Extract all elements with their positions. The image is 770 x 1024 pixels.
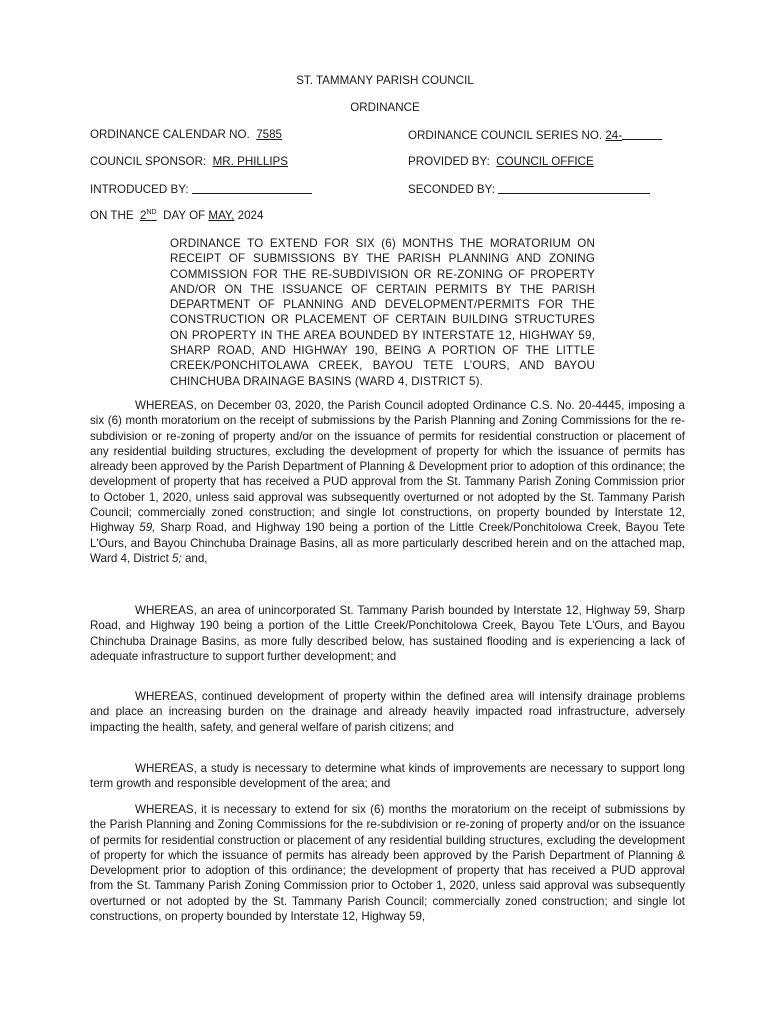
series-blank-line bbox=[622, 128, 662, 140]
provided-by-field bbox=[408, 155, 594, 169]
p2-text: WHEREAS, an area of unincorporated St. Tammany Parish bounded by Interstate 12, Highway 59, Sharp Road, and Highway 190 being a portion of the Little Creek/Ponchitolowa Creek, Bayou Tete L'Ours, and Bayou Chinchuba Drainage Basins, as more fully described below, has sustained flooding and is experiencing a lack of adequate infrastructure to support further development; and bbox=[90, 604, 685, 663]
sponsor-value: MR. PHILLIPS bbox=[212, 155, 289, 168]
ordinance-heading: ORDINANCE bbox=[350, 101, 420, 114]
calendar-value: 7585 bbox=[256, 128, 283, 141]
provided-label: PROVIDED BY: bbox=[408, 155, 490, 168]
date-line bbox=[90, 209, 263, 223]
ordinance-title: ORDINANCE TO EXTEND FOR SIX (6) MONTHS THE MORATORIUM ON RECEIPT OF SUBMISSIONS BY THE PARISH PLANNING AND ZONING COMMISSION FOR THE RE-SUBDIVISION OR RE-ZONING OF PROPERTY AND/OR ON THE ISSUANCE OF CERTAIN PERMITS BY THE PARISH DEPARTMENT OF PLANNING AND DEVELOPMENT/PERMITS FOR THE CONSTRUCTION OR PLACEMENT OF CERTAIN BUILDING STRUCTURES ON PROPERTY IN THE AREA BOUNDED BY INTERSTATE 12, HIGHWAY 59, SHARP ROAD, AND HIGHWAY 190, BEING A PORTION OF THE LITTLE CREEK/PONCHITOLAWA CREEK, BAYOU TETE L’OURS, AND BAYOU CHINCHUBA DRAINAGE BASINS (WARD 4, DISTRICT 5). bbox=[170, 237, 595, 388]
date-year: 2024 bbox=[237, 209, 264, 222]
date-day-suffix: ND bbox=[146, 209, 157, 216]
series-value: 24- bbox=[605, 129, 623, 142]
date-day-number: 2 bbox=[140, 209, 147, 222]
p1-text-c: Sharp Road, and Highway 190 being a portion of the Little Creek/Ponchitolowa Creek, Bayou Tete L'Ours, and Bayou Chinchuba Drainage Basins, all as more particularly described herein and on the attached map, Ward 4, District bbox=[90, 521, 685, 565]
introduced-by-field bbox=[90, 182, 312, 197]
date-prefix: ON THE bbox=[90, 209, 134, 222]
seconded-by-field bbox=[408, 182, 650, 197]
p1-district-number: 5; bbox=[172, 551, 182, 565]
introduced-blank-line bbox=[192, 182, 312, 194]
calendar-label: ORDINANCE CALENDAR NO. bbox=[90, 128, 250, 141]
series-number-field bbox=[408, 128, 662, 143]
p1-text-e: and, bbox=[184, 551, 208, 565]
p4-text: WHEREAS, a study is necessary to determine what kinds of improvements are necessary to support long term growth and responsible development of the area; and bbox=[90, 762, 685, 791]
provided-value: COUNCIL OFFICE bbox=[496, 155, 594, 168]
whereas-paragraph-5 bbox=[90, 802, 685, 924]
date-middle: DAY OF bbox=[163, 209, 206, 222]
sponsor-label: COUNCIL SPONSOR: bbox=[90, 155, 207, 168]
p5-text: WHEREAS, it is necessary to extend for six (6) months the moratorium on the receipt of submissions by the Parish Planning and Zoning Commissions for the re-subdivision or re-zoning of property and/or on the issuance of permits for residential construction or placement of any residential building structures, excluding the development of property for which the issuance of permits has already been approved by the Parish Department of Planning & Development prior to adoption of this ordinance; the development of property that has received a PUD approval from the St. Tammany Parish Zoning Commission prior to October 1, 2020, unless said approval was subsequently overturned or not adopted by the St. Tammany Parish Council; commercially zoned construction; and single lot constructions, on property bounded by Interstate 12, Highway 59, bbox=[90, 803, 685, 924]
p1-highway-number: 59, bbox=[139, 521, 156, 535]
p1-text-a: WHEREAS, on December 03, 2020, the Parish Council adopted Ordinance C.S. No. 20-4445, imposing a six (6) month moratorium on the receipt of submissions by the Parish Planning and Zoning Commissions for the re-subdivision or re-zoning of property and/or on the issuance of permits for residential construction or placement of any residential building structures, excluding the development of property for which the issuance of permits has already been approved by the Parish Department of Planning & Development prior to adoption of this ordinance; the development of property that has received a PUD approval from the St. Tammany Parish Zoning Commission prior to October 1, 2020, unless said approval was subsequently overturned or not adopted by the St. Tammany Parish Council; commercially zoned construction; and single lot constructions, on property bounded by Interstate 12, Highway bbox=[90, 399, 685, 535]
whereas-paragraph-3 bbox=[90, 689, 685, 735]
whereas-paragraph-4 bbox=[90, 761, 685, 792]
council-heading: ST. TAMMANY PARISH COUNCIL bbox=[296, 74, 474, 87]
series-label: ORDINANCE COUNCIL SERIES NO. bbox=[408, 129, 603, 142]
sponsor-field bbox=[90, 155, 288, 169]
calendar-number-field bbox=[90, 128, 282, 142]
whereas-paragraph-2 bbox=[90, 603, 685, 664]
introduced-label: INTRODUCED BY: bbox=[90, 183, 189, 196]
date-month: MAY, bbox=[208, 209, 235, 222]
date-day bbox=[140, 209, 157, 222]
seconded-label: SECONDED BY: bbox=[408, 183, 495, 196]
whereas-paragraph-1 bbox=[90, 398, 685, 566]
p3-text: WHEREAS, continued development of property within the defined area will intensify drainage problems and place an increasing burden on the drainage and already heavily impacted road infrastructure, adversely impacting the health, safety, and general welfare of parish citizens; and bbox=[90, 690, 685, 734]
seconded-blank-line bbox=[498, 182, 650, 194]
